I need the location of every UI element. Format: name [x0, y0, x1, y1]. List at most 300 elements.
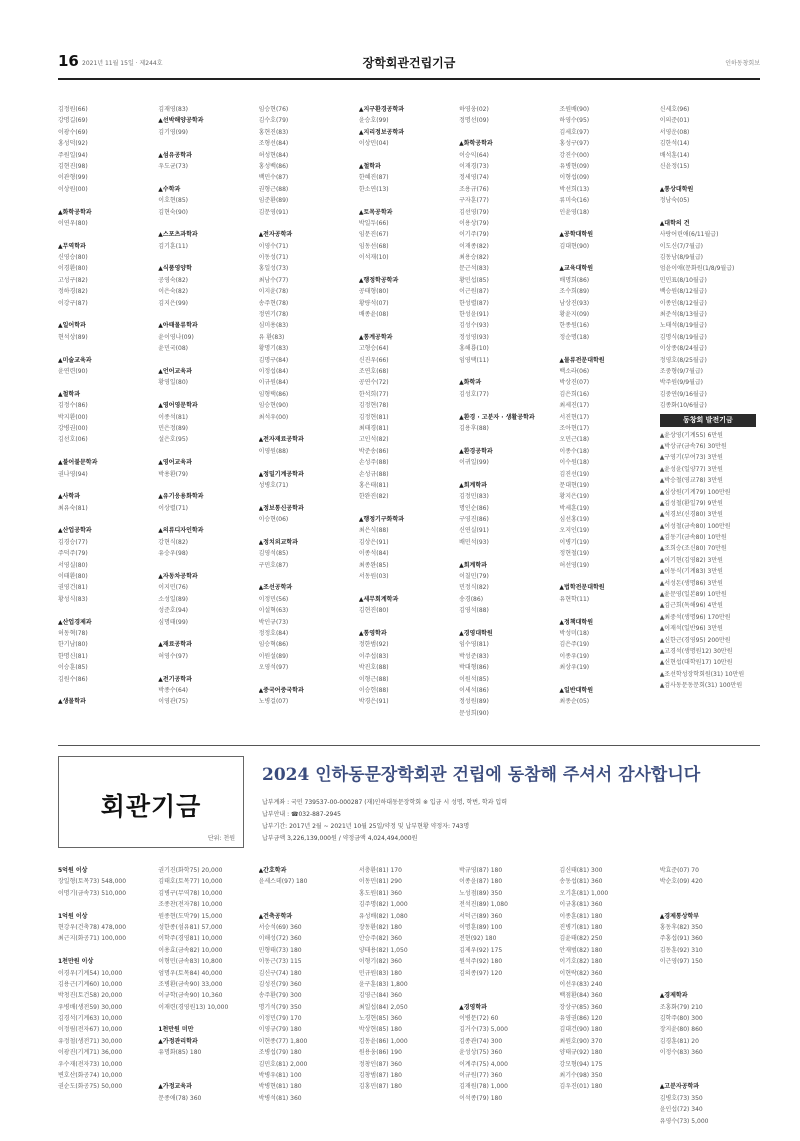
donor-entry: ▲신현섭(대학원17) 10만원 — [659, 659, 733, 667]
donor-entry: 안승주(82) 360 — [358, 935, 402, 943]
donor-entry: 윤승호(99) — [358, 117, 389, 125]
donor-entry — [660, 888, 756, 899]
donor-entry: 김종화(10/6월급) — [659, 402, 707, 410]
donor-entry: 노병걸(07) — [258, 698, 289, 706]
donor-entry — [158, 172, 254, 183]
donor-entry: 우도균(73) — [158, 162, 188, 170]
donor-entry — [58, 945, 154, 956]
donor-entry: 김원수(86) — [58, 675, 88, 683]
donor-entry: 배종윤(08) — [358, 311, 389, 319]
dept-heading: ▲전자재료공학과 — [258, 436, 304, 444]
donor-entry: 공영숙(82) — [158, 276, 188, 284]
dept-heading: ▲식품영양학 — [158, 265, 192, 273]
donor-entry: 구영진(86) — [459, 516, 489, 524]
text-column — [660, 104, 760, 734]
donor-entry: 이석종(79) 180 — [459, 1094, 503, 1102]
donor-entry: 강진수(00) — [559, 151, 590, 159]
donor-entry: 이학주(경영81) 10,000 — [158, 935, 223, 943]
donor-entry: 권나영(94) — [58, 470, 88, 478]
dept-heading: ▲철학과 — [58, 390, 81, 398]
donor-entry: 조연호(68) — [358, 367, 389, 375]
dept-heading: 1억원 이상 — [58, 912, 88, 920]
donor-entry: 이승현(06) — [258, 516, 289, 524]
donor-entry: 김선영(79) — [459, 208, 489, 216]
donor-entry: 정성원(89) — [459, 698, 489, 706]
donor-entry: 홍성구(97) — [559, 140, 590, 148]
donor-entry: 최종완(85) — [358, 561, 389, 569]
donor-entry: 손성주(88) — [358, 459, 389, 467]
donor-entry: 김세호(97) — [559, 128, 590, 136]
donor-entry: 이명훈(89) 100 — [459, 923, 503, 931]
dept-heading: ▲건축공학과 — [258, 912, 293, 920]
dept-heading: ▲정치외교학과 — [258, 538, 298, 546]
donor-entry — [58, 195, 154, 206]
text-column — [359, 865, 459, 1135]
donor-entry: 김상은(91) — [358, 538, 389, 546]
donor-entry: 최석우(00) — [258, 413, 289, 421]
donor-entry: 김은희(16) — [559, 390, 590, 398]
dept-heading: ▲법학전문대학원 — [559, 584, 605, 592]
donor-entry: ▲석경보(신경80) 3만원 — [659, 511, 723, 519]
donor-entry — [158, 218, 254, 229]
dept-heading: ▲물류전문대학원 — [559, 356, 605, 364]
publication-name: 인하동창회보 — [725, 60, 760, 67]
dept-heading: ▲교육대학원 — [559, 265, 594, 273]
donor-entry — [58, 514, 154, 525]
donor-entry: 정연기(78) — [258, 311, 289, 319]
donor-entry: 민민표(8/10월급) — [659, 276, 707, 284]
dept-heading: ▲선박해양공학과 — [158, 117, 204, 125]
donor-entry: 신연실(91) — [459, 527, 489, 535]
donor-entry: 강모형(94) 175 — [559, 1060, 603, 1068]
text-column — [559, 865, 659, 1135]
donor-entry: 김수호(79) — [258, 117, 289, 125]
donor-entry: 성병호(71) — [258, 481, 289, 489]
donor-entry: 현강우(건축78) 478,000 — [58, 923, 127, 931]
donor-entry: 이정수(83) 360 — [659, 1049, 703, 1057]
donor-entry — [259, 218, 355, 229]
donor-entry: 김학주(80) 300 — [659, 1015, 703, 1023]
donor-entry: 김은주(19) — [559, 641, 590, 649]
donor-entry: 이근원(87) — [459, 288, 489, 296]
donor-entry: 이정민(56) — [258, 595, 289, 603]
donor-entry: 민형태(73) 180 — [258, 946, 302, 954]
donor-entry: 김명식(8/19월급) — [659, 333, 707, 341]
donor-entry: 이재련(경영원13) 10,000 — [158, 1003, 229, 1011]
donor-entry: 김현숙(90) — [158, 208, 188, 216]
donor-entry: 이상렬(71) — [158, 504, 188, 512]
donor-entry: 박효준(07) 70 — [659, 867, 699, 874]
donor-entry: 심명태(99) — [158, 618, 188, 626]
dept-heading: ▲재료공학과 — [158, 641, 192, 649]
donor-entry: 김명구(84) — [258, 356, 289, 364]
donor-entry: 신세호(96) — [659, 106, 690, 113]
donor-entry: 박병석(81) 360 — [258, 1094, 302, 1102]
donor-entry: 최태경(81) — [358, 424, 389, 432]
donor-entry: 김영석(88) — [459, 607, 489, 615]
donor-entry: 박성준(83) — [459, 652, 489, 660]
donor-entry: 서동원(03) — [358, 573, 389, 581]
donor-entry: 김기영(99) — [158, 128, 188, 136]
donor-entry: 하영수(95) — [559, 117, 590, 125]
donor-entry: 이태환(80) — [58, 573, 88, 581]
donor-entry: 문종애(78) 360 — [158, 1094, 202, 1102]
donor-entry: 박순호(09) 420 — [659, 878, 703, 886]
donor-entry: 최일섭(84) 2,050 — [358, 1003, 408, 1011]
donor-entry — [158, 309, 254, 320]
donor-entry: 송경(86) — [459, 595, 484, 603]
donor-entry: 장지윤(80) 860 — [659, 1026, 703, 1034]
donor-entry: 이용효(금속82) 10,000 — [158, 946, 223, 954]
donor-entry: 김한석(14) — [659, 140, 690, 148]
donor-entry: ▲이기현(김영82) 3만원 — [659, 556, 723, 564]
donor-entry: 최기수(98) 350 — [559, 1072, 603, 1080]
donor-entry: 윤이영나(09) — [158, 333, 194, 341]
donor-entry: 노경현(85) 360 — [358, 1015, 402, 1023]
donor-entry: 고성구(82) — [58, 276, 88, 284]
donor-entry: 양태용(82) 1,050 — [358, 946, 408, 954]
donor-entry — [660, 172, 756, 183]
dept-heading: ▲간호학과 — [258, 867, 287, 874]
donor-entry — [359, 263, 455, 274]
donor-entry: 안재범(82) 180 — [559, 946, 603, 954]
donor-entry: 김병구(무역78) 10,000 — [158, 889, 223, 897]
donor-entry: 김용후(88) — [459, 424, 489, 432]
donor-entry: 이의준(01) — [659, 117, 690, 125]
donor-entry: 이형기(82) 360 — [358, 958, 402, 966]
donor-entry: 전현(92) 180 — [459, 935, 497, 943]
donor-entry: 정남숙(05) — [659, 197, 690, 205]
donor-entry: 김신구(74) 180 — [258, 969, 302, 977]
section-divider — [58, 745, 760, 746]
donor-entry: 서영실(80) — [58, 561, 88, 569]
donor-entry: 박일두(66) — [358, 219, 389, 227]
donor-entry: 김정수(86) — [58, 402, 88, 410]
donor-entry: 정세영(74) — [459, 174, 489, 182]
donor-entry: 설은호(95) — [158, 436, 188, 444]
donor-entry: 황영일(80) — [158, 379, 188, 387]
donor-entry: ▲이성철(금속80) 100만원 — [659, 522, 731, 530]
donor-entry: 이원설(89) — [258, 652, 289, 660]
donor-entry: 변호산(화공74) 10,000 — [58, 1072, 123, 1080]
donor-entry: 김정원(66) — [58, 106, 88, 113]
donor-entry: 조중형(9/7월급) — [659, 367, 704, 375]
donor-entry: 조원배(90) — [559, 106, 590, 113]
donor-entry: 임영택(11) — [459, 356, 489, 364]
donor-entry: 이연우(80) — [58, 219, 88, 227]
donor-entry: 이석재(10) — [358, 254, 389, 262]
donor-entry: 박종수(64) — [158, 686, 188, 694]
donor-entry: 황지은(19) — [559, 493, 590, 501]
donor-entry: 김의종(97) 120 — [459, 969, 503, 977]
donor-entry: 유정철(생전71) 30,000 — [58, 1037, 123, 1045]
donor-entry: 이영규(79) 180 — [258, 1026, 302, 1034]
donor-entry: 이상종(8/24월급) — [659, 345, 707, 353]
donor-entry: 임수영(81) — [459, 641, 489, 649]
donor-entry: 공연수(72) — [358, 379, 389, 387]
donor-entry: 유명화(85) 180 — [158, 1049, 202, 1057]
donor-entry: 엄명우(토목84) 40,000 — [158, 969, 223, 977]
dept-heading: ▲세무회계학과 — [358, 595, 399, 603]
donor-entry: 이기호(82) 180 — [559, 958, 603, 966]
donor-entry: 박상진(07) — [559, 379, 590, 387]
donor-entry: 조아현(17) — [559, 424, 590, 432]
dept-heading: ▲가정교육과 — [158, 1083, 192, 1091]
text-column — [158, 104, 258, 734]
donor-entry: 임준환(89) — [258, 197, 289, 205]
donor-entry: 김진선(19) — [559, 470, 590, 478]
donor-entry: 윤구훈(83) 1,800 — [358, 980, 408, 988]
donor-entry: 윤성상(75) 360 — [459, 1049, 503, 1057]
donor-entry: 김종관(74) 300 — [459, 1037, 503, 1045]
dept-heading: ▲섬유공학과 — [158, 151, 192, 159]
donor-entry — [660, 968, 756, 979]
donor-entry: 심선홍(19) — [559, 516, 590, 524]
donor-entry: 이강구(87) — [58, 299, 88, 307]
donor-entry: 김창범(87) 180 — [358, 1072, 402, 1080]
donor-entry: 이광진(기계71) 36,000 — [58, 1049, 123, 1057]
donor-entry — [259, 571, 355, 582]
donor-entry: 윤민국(08) — [158, 345, 188, 353]
donor-entry: 이형근(88) — [358, 675, 389, 683]
donor-entry: 김성진(79) 360 — [258, 980, 302, 988]
donor-entry: 한기남(80) — [58, 641, 88, 649]
donor-entry: 임동선(68) — [358, 242, 389, 250]
donor-entry — [559, 571, 655, 582]
donor-entry — [459, 127, 555, 138]
donor-entry — [158, 514, 254, 525]
donor-entry — [259, 899, 355, 910]
donor-entry: 이원석(85) — [459, 675, 489, 683]
donor-entry: 최남수(77) — [258, 276, 289, 284]
donor-entry: 송주현(78) — [258, 299, 289, 307]
donor-entry: 홍도원(81) 360 — [358, 889, 402, 897]
donor-entry: 박성미(18) — [559, 629, 590, 637]
dept-heading: ▲전기공학과 — [158, 675, 192, 683]
donor-entry: 김정현(78) — [358, 402, 389, 410]
donor-entry — [359, 320, 455, 331]
donor-entry: 서덕근(89) 360 — [459, 912, 503, 920]
donor-entry: 이기주(79) — [459, 231, 489, 239]
donor-entry — [559, 218, 655, 229]
donor-entry: ▲신한근(경영95) 200만원 — [659, 636, 731, 644]
donor-entry: 이광수(69) — [58, 128, 88, 136]
donor-entry: 임승현(90) — [258, 402, 289, 410]
donor-entry — [459, 548, 555, 559]
donor-entry: 김정현(81) — [358, 413, 389, 421]
dept-heading: ▲가정관리학과 — [158, 1037, 198, 1045]
dept-heading: ▲정밀기계공학과 — [258, 470, 304, 478]
donor-entry: 김제우(92) 175 — [459, 946, 503, 954]
donor-entry — [58, 343, 154, 354]
donor-entry: 임승현(76) — [258, 106, 289, 113]
donor-entry: 이영관(75) — [158, 698, 188, 706]
donor-entry: 이귀일(99) — [459, 459, 489, 467]
dept-heading: ▲무역학과 — [58, 242, 86, 250]
donor-entry: 이규원(84) — [258, 379, 289, 387]
dept-heading: ▲회계학과 — [459, 481, 487, 489]
donor-entry — [158, 446, 254, 457]
donor-entry: 민정식(82) — [459, 584, 489, 592]
donor-entry: 서충환(81) 170 — [358, 867, 402, 874]
donor-entry: 송동섭(81) 360 — [559, 878, 603, 886]
dept-heading: ▲화학과 — [459, 379, 482, 387]
dept-heading: ▲고분자공학과 — [659, 1083, 700, 1091]
text-column — [58, 104, 158, 734]
donor-entry — [158, 662, 254, 673]
donor-entry: 이은숙(82) — [158, 288, 188, 296]
donor-entry: 이현종(77) 1,800 — [258, 1037, 308, 1045]
donor-entry: 박경은(91) — [358, 698, 389, 706]
dept-heading: ▲의류디자인학과 — [158, 527, 204, 535]
donor-entry: 구민호(87) — [258, 561, 289, 569]
donor-entry: 김영근(84) 360 — [358, 992, 402, 1000]
donor-entry: 황성식(83) — [58, 595, 88, 603]
donor-entry: 이종수(18) — [559, 447, 590, 455]
donor-entry: 이승헌(88) — [358, 686, 389, 694]
issue-date: 2021년 11월 15일 · 제244호 — [82, 60, 163, 67]
donor-entry: ▲구영기(부여73) 3만원 — [659, 454, 723, 462]
donor-entry: 이경환(80) — [58, 265, 88, 273]
fund-title-box — [58, 756, 244, 848]
donor-entry: 한성렬(87) — [459, 299, 489, 307]
donor-entry: 최용승(82) — [459, 254, 489, 262]
donor-entry: 허영수(97) — [158, 652, 188, 660]
donor-entry: 박청진(토건58) 20,000 — [58, 992, 123, 1000]
donor-entry: 성한종(섬유81) 57,000 — [158, 923, 223, 931]
donor-entry: 진병기(81) 180 — [559, 923, 603, 931]
dept-heading: ▲대학의 건 — [659, 219, 690, 227]
donor-entry: 원종현(도막79) 15,000 — [158, 912, 223, 920]
donor-entry: 서승석(69) 360 — [258, 923, 302, 931]
donor-entry: 백승원(8/12월급) — [659, 288, 707, 296]
donor-entry: 이영원(88) — [258, 447, 289, 455]
donor-entry: ▲이동식(기계83) 3만원 — [659, 568, 723, 576]
dept-heading: ▲공학대학원 — [559, 231, 594, 239]
donor-entry — [158, 1059, 254, 1070]
donor-entry: ▲윤문영(일본89) 10만원 — [659, 591, 727, 599]
donor-entry: 최근지(화공71) 100,000 — [58, 935, 127, 943]
donor-entry: 박세훈(19) — [559, 504, 590, 512]
donor-entry: 박지환(00) — [58, 413, 88, 421]
donor-entry: ▲최중석(생명96) 170만원 — [659, 613, 731, 621]
dept-heading: ▲경영대학원 — [459, 629, 493, 637]
donor-entry: 박대형(86) — [459, 664, 489, 672]
donor-entry: 김재영(83) — [158, 106, 188, 113]
donor-entry: 김영석(85) — [258, 550, 289, 558]
dept-heading: ▲일반대학원 — [559, 686, 594, 694]
donor-entry: 이종석(84) — [358, 550, 389, 558]
dept-heading: ▲경제통상학부 — [659, 912, 700, 920]
donor-entry: ▲이재석(일반96) 3만원 — [659, 625, 723, 633]
donor-entry: 성준호(94) — [158, 607, 188, 615]
info-line: 납부금액 3,226,139,000원 / 약정금액 4,024,494,000원 — [262, 835, 418, 842]
dept-heading: ▲통계공학과 — [358, 333, 393, 341]
donor-entry: ▲박상규(금속76) 30만원 — [659, 442, 727, 450]
donor-entry: 정정호(84) — [258, 629, 289, 637]
donor-entry: 우수재(전자73) 10,000 — [58, 1060, 123, 1068]
donor-entry: ▲검사동문동문회(31) 100만원 — [659, 682, 743, 690]
donor-entry: 이형민(금속83) 10,800 — [158, 958, 223, 966]
donor-entry — [158, 1013, 254, 1024]
text-column — [158, 865, 258, 1135]
donor-entry: 문대현(19) — [559, 481, 590, 489]
dept-heading: ▲토목공학과 — [358, 208, 393, 216]
donor-entry: 유승우(98) — [158, 550, 188, 558]
donor-entry: 허동혁(78) — [58, 629, 88, 637]
donor-entry: ▲김성철(환일79) 9만원 — [659, 499, 723, 507]
donor-entry: 배민석(93) — [459, 538, 489, 546]
donor-entry: 황민섭(85) — [459, 276, 489, 284]
donor-entry: 우병배(생전59) 30,000 — [58, 1003, 123, 1011]
donor-entry: 김민호(81) 2,000 — [258, 1060, 308, 1068]
donor-entry: 고인석(82) — [358, 436, 389, 444]
dept-heading: ▲행정학공학과 — [358, 276, 399, 284]
donor-entry: 유 환(83) — [258, 333, 285, 341]
donor-entry: 한소연(13) — [358, 185, 389, 193]
donor-entry: 윤인섭(72) 340 — [659, 1106, 703, 1114]
donor-entry: 노성점(89) 350 — [459, 889, 503, 897]
donor-entry: 백민수(87) — [258, 174, 289, 182]
donor-entry: 배석훈(14) — [659, 151, 690, 159]
donor-entry: 남상진(93) — [559, 299, 590, 307]
donor-entry: 유성배(82) 1,080 — [358, 912, 408, 920]
donor-entry: 윤세스데(97) 180 — [258, 878, 308, 886]
donor-entry: 백소라(06) — [559, 367, 590, 375]
donor-entry — [359, 150, 455, 161]
donor-entry: 이상원(00) — [58, 185, 88, 193]
donor-entry: 이현락(82) 360 — [559, 969, 603, 977]
donor-entry: 권순도(화공75) 50,000 — [58, 1083, 123, 1091]
donor-entry: 김경승(77) — [58, 538, 88, 546]
donor-entry: 홍은태(81) — [358, 481, 389, 489]
donor-entry: 공태형(80) — [358, 288, 389, 296]
dept-heading: ▲통상대학원 — [659, 185, 694, 193]
donor-entry: 이해성(72) 360 — [258, 935, 302, 943]
donor-entry: 정현철(19) — [559, 550, 590, 558]
donor-entry: 이동근(73) 115 — [258, 958, 302, 966]
dept-heading: ▲사학과 — [58, 493, 81, 501]
donor-entry — [158, 1070, 254, 1081]
donor-entry — [259, 888, 355, 899]
donor-entry: 엄윤이애(문화원(1/8/9월급) — [659, 265, 735, 273]
donor-entry: 이정섭(84) — [258, 367, 289, 375]
donor-entry: 한석희(77) — [358, 390, 389, 398]
donor-entry: 명기석(79) 350 — [258, 1003, 302, 1011]
donor-entry: 정명선(09) — [459, 117, 489, 125]
donor-entry: 조종찬(전자78) 10,000 — [158, 901, 223, 909]
donor-entry: 황명기(83) — [258, 345, 289, 353]
page-header — [58, 50, 760, 76]
donor-entry: ▲박승철(영교78) 3만원 — [659, 477, 723, 485]
donor-entry — [58, 605, 154, 616]
donor-entry: ▲김동기(금속80) 10만원 — [659, 534, 727, 542]
donor-entry: 박주원(9/9월급) — [659, 379, 704, 387]
donor-entry — [660, 1070, 756, 1081]
donor-entry: 류미숙(16) — [559, 197, 590, 205]
donor-entry: 이설혁(63) — [258, 607, 289, 615]
dept-heading: ▲불어불문학과 — [58, 459, 98, 467]
donor-entry: 김윤태(82) 250 — [559, 935, 603, 943]
donor-entry: 송주환(79) 300 — [258, 992, 302, 1000]
donor-entry: 이선우(83) 240 — [559, 980, 603, 988]
text-column — [660, 865, 760, 1135]
donor-entry: 이종인(8/12월급) — [659, 299, 707, 307]
donor-entry: 한완진(82) — [358, 493, 389, 501]
donor-entry: ▲조희승(조신80) 70만원 — [659, 545, 727, 553]
thanks-headline: 2024 인하동문장학회관 건립에 동참해 주셔서 감사합니다 — [262, 765, 701, 785]
donor-entry: 이형섭(09) — [559, 174, 590, 182]
